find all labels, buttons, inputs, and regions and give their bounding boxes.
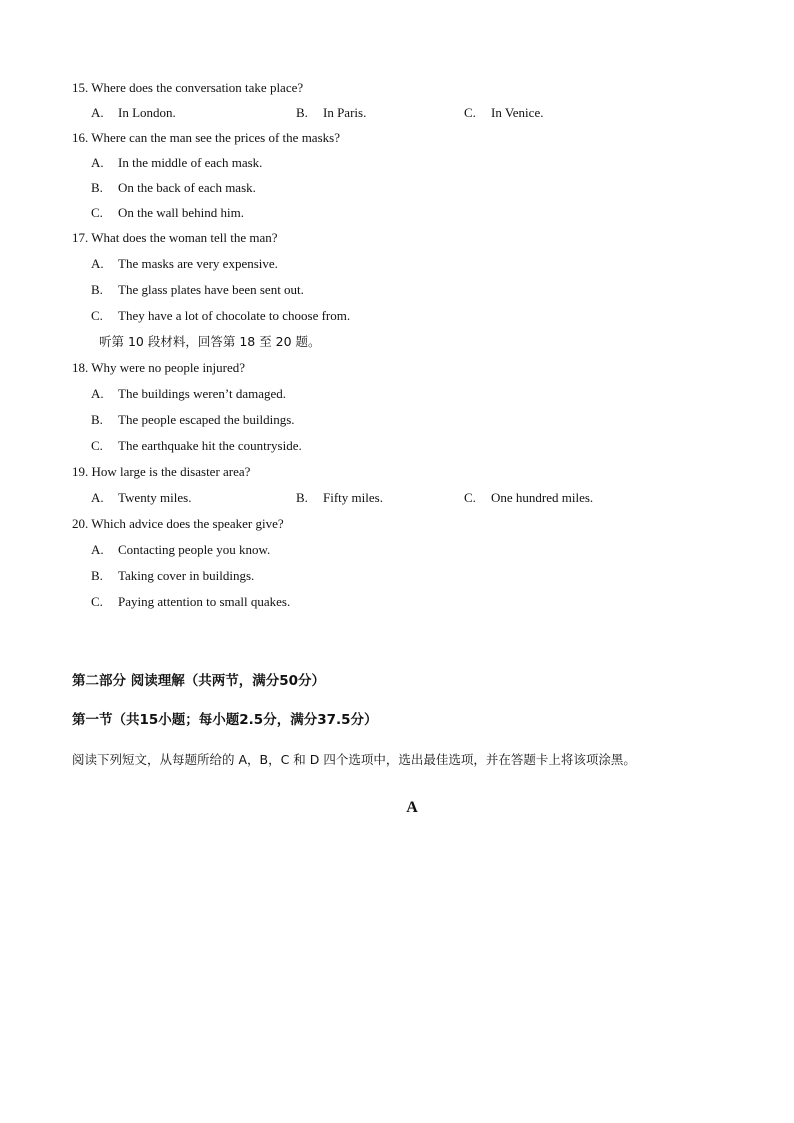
question-18-stem: 18. Why were no people injured? <box>72 360 246 375</box>
question-18-option-a-text: The buildings weren’t damaged. <box>118 386 286 401</box>
question-17-option-a-letter: A. <box>91 256 104 271</box>
question-20-stem: 20. Which advice does the speaker give? <box>72 516 284 531</box>
question-19-option-c-letter: C. <box>464 490 476 505</box>
passage-label: A <box>406 799 418 816</box>
question-19-option-b-text: Fifty miles. <box>323 490 383 505</box>
section1-title: 第一节（共15小题；每小题2.5分，满分37.5分） <box>72 712 378 728</box>
question-20-option-b-text: Taking cover in buildings. <box>118 568 255 583</box>
question-16-option-c-text: On the wall behind him. <box>118 205 245 220</box>
question-19-stem: 19. How large is the disaster area? <box>72 464 251 479</box>
question-19-option-b-letter: B. <box>296 490 308 505</box>
question-15-option-a-text: In London. <box>118 105 176 120</box>
question-18-option-a-letter: A. <box>91 386 104 401</box>
question-19-option-a-text: Twenty miles. <box>118 490 192 505</box>
question-18-option-c-letter: C. <box>91 438 103 453</box>
question-20-option-a-text: Contacting people you know. <box>118 542 271 557</box>
question-16-stem: 16. Where can the man see the prices of the masks? <box>72 130 340 145</box>
question-16-option-b-text: On the back of each mask. <box>118 180 256 195</box>
question-15-option-b-letter: B. <box>296 105 308 120</box>
part2-title: 第二部分 阅读理解（共两节，满分50分） <box>72 673 325 689</box>
question-18-option-b-text: The people escaped the buildings. <box>118 412 295 427</box>
question-18-option-c-text: The earthquake hit the countryside. <box>118 438 302 453</box>
question-15-stem: 15. Where does the conversation take place? <box>72 80 304 95</box>
question-20-option-b-letter: B. <box>91 568 103 583</box>
listening-instruction: 听第 10 段材料，回答第 18 至 20 题。 <box>99 334 321 349</box>
question-19-option-c-text: One hundred miles. <box>491 490 594 505</box>
question-17-stem: 17. What does the woman tell the man? <box>72 230 278 245</box>
question-17-option-a-text: The masks are very expensive. <box>118 256 278 271</box>
question-16-option-a-text: In the middle of each mask. <box>118 155 263 170</box>
question-15-option-c-text: In Venice. <box>491 105 544 120</box>
reading-instruction: 阅读下列短文，从每题所给的 A，B，C 和 D 四个选项中，选出最佳选项，并在答题卡上将该项涂黑。 <box>72 752 636 767</box>
question-16-option-c-letter: C. <box>91 205 103 220</box>
question-18-option-b-letter: B. <box>91 412 103 427</box>
question-17-option-b-letter: B. <box>91 282 103 297</box>
question-20-option-a-letter: A. <box>91 542 104 557</box>
question-20-option-c-letter: C. <box>91 594 103 609</box>
question-15-option-b-text: In Paris. <box>323 105 367 120</box>
question-17-option-c-letter: C. <box>91 308 103 323</box>
question-17-option-b-text: The glass plates have been sent out. <box>118 282 304 297</box>
question-20-option-c-text: Paying attention to small quakes. <box>118 594 291 609</box>
question-16-option-b-letter: B. <box>91 180 103 195</box>
question-15-option-a-letter: A. <box>91 105 104 120</box>
question-16-option-a-letter: A. <box>91 155 104 170</box>
question-17-option-c-text: They have a lot of chocolate to choose from. <box>118 308 351 323</box>
question-15-option-c-letter: C. <box>464 105 476 120</box>
question-19-option-a-letter: A. <box>91 490 104 505</box>
